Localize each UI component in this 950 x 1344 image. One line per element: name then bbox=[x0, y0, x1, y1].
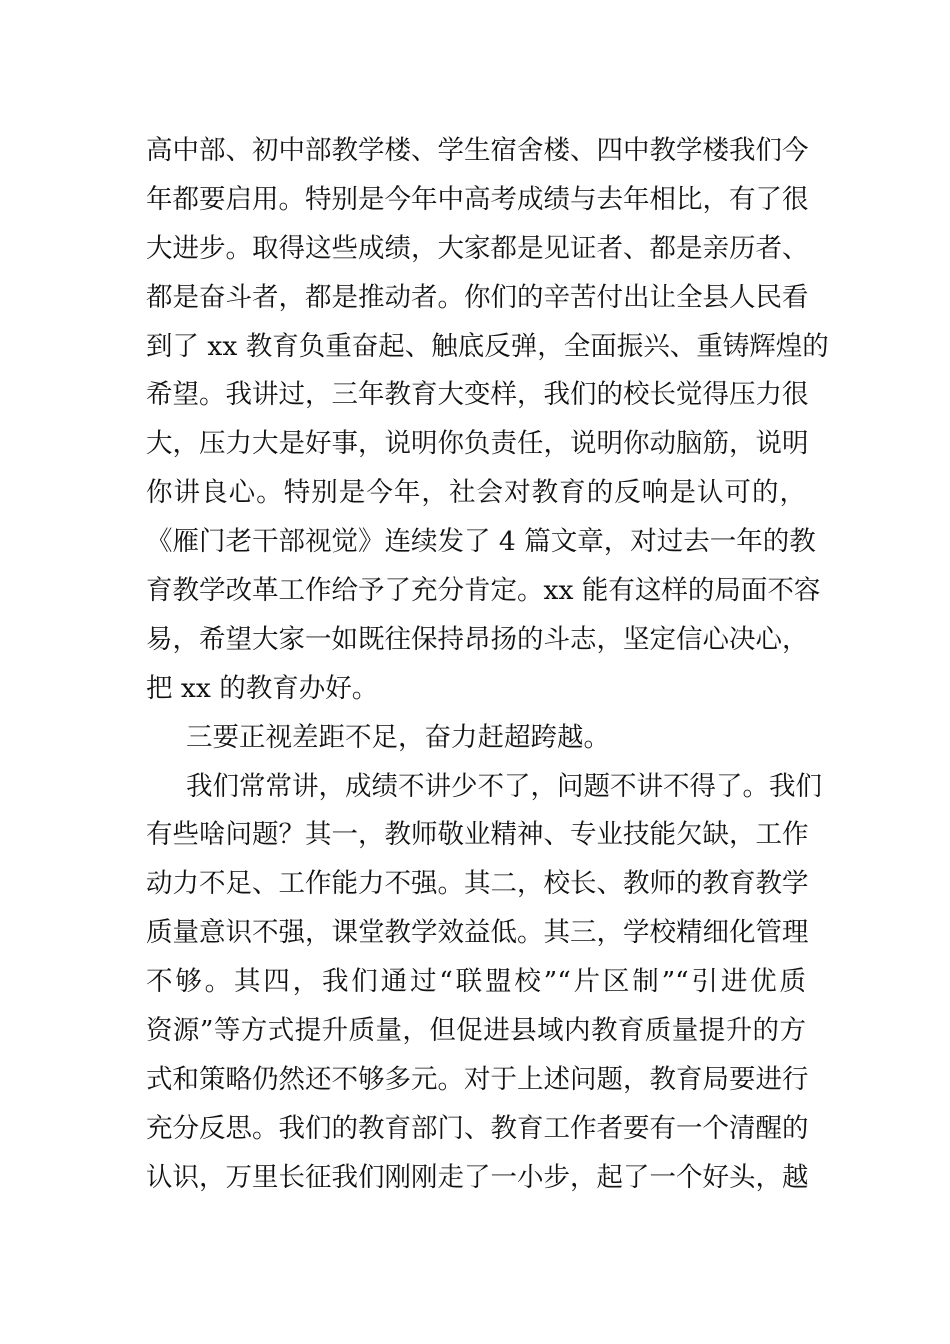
text-line: 我们常常讲，成绩不讲少不了，问题不讲不得了。我们 bbox=[186, 770, 822, 802]
section-heading: 三要正视差距不足，奋力赶超跨越。 bbox=[186, 721, 610, 753]
text-line: 有些啥问题？其一，教师敬业精神、专业技能欠缺，工作 bbox=[146, 819, 809, 851]
text-line: 式和策略仍然还不够多元。对于上述问题，教育局要进行 bbox=[146, 1063, 809, 1095]
text-line: 都是奋斗者，都是推动者。你们的辛苦付出让全县人民看 bbox=[146, 281, 809, 313]
paragraph-1 bbox=[146, 127, 829, 714]
text-line: 年都要启用。特别是今年中高考成绩与去年相比，有了很 bbox=[146, 183, 809, 215]
text-line: 你讲良心。特别是今年，社会对教育的反响是认可的， bbox=[146, 477, 806, 509]
text-line: 资源”等方式提升质量，但促进县域内教育质量提升的方 bbox=[146, 1015, 806, 1047]
text-line: 希望。我讲过，三年教育大变样，我们的校长觉得压力很 bbox=[146, 379, 809, 411]
text-line: 育教学改革工作给予了充分肯定。xx 能有这样的局面不容 bbox=[146, 575, 821, 607]
text-line: 易，希望大家一如既往保持昂扬的斗志，坚定信心决心， bbox=[146, 623, 809, 655]
text-line: 充分反思。我们的教育部门、教育工作者要有一个清醒的 bbox=[146, 1112, 809, 1144]
text-line: 大进步。取得这些成绩，大家都是见证者、都是亲历者、 bbox=[146, 232, 809, 264]
paragraph-2 bbox=[146, 763, 822, 1203]
text-line: 质量意识不强，课堂教学效益低。其三，学校精细化管理 bbox=[146, 917, 809, 949]
text-line: 《雁门老干部视觉》连续发了 4 篇文章，对过去一年的教 bbox=[146, 526, 816, 558]
text-line: 动力不足、工作能力不强。其二，校长、教师的教育教学 bbox=[146, 868, 809, 900]
text-line: 认识，万里长征我们刚刚走了一小步，起了一个好头，越 bbox=[146, 1161, 809, 1193]
text-line: 大，压力大是好事，说明你负责任，说明你动脑筋，说明 bbox=[146, 428, 809, 460]
text-line: 到了 xx 教育负重奋起、触底反弹，全面振兴、重铸辉煌的 bbox=[146, 330, 829, 362]
text-line: 不够。其四，我们通过“联盟校”“片区制”“引进优质 bbox=[146, 966, 806, 998]
text-line: 把 xx 的教育办好。 bbox=[146, 672, 379, 704]
text-line: 高中部、初中部教学楼、学生宿舍楼、四中教学楼我们今 bbox=[146, 135, 809, 166]
body-text bbox=[146, 127, 829, 1203]
